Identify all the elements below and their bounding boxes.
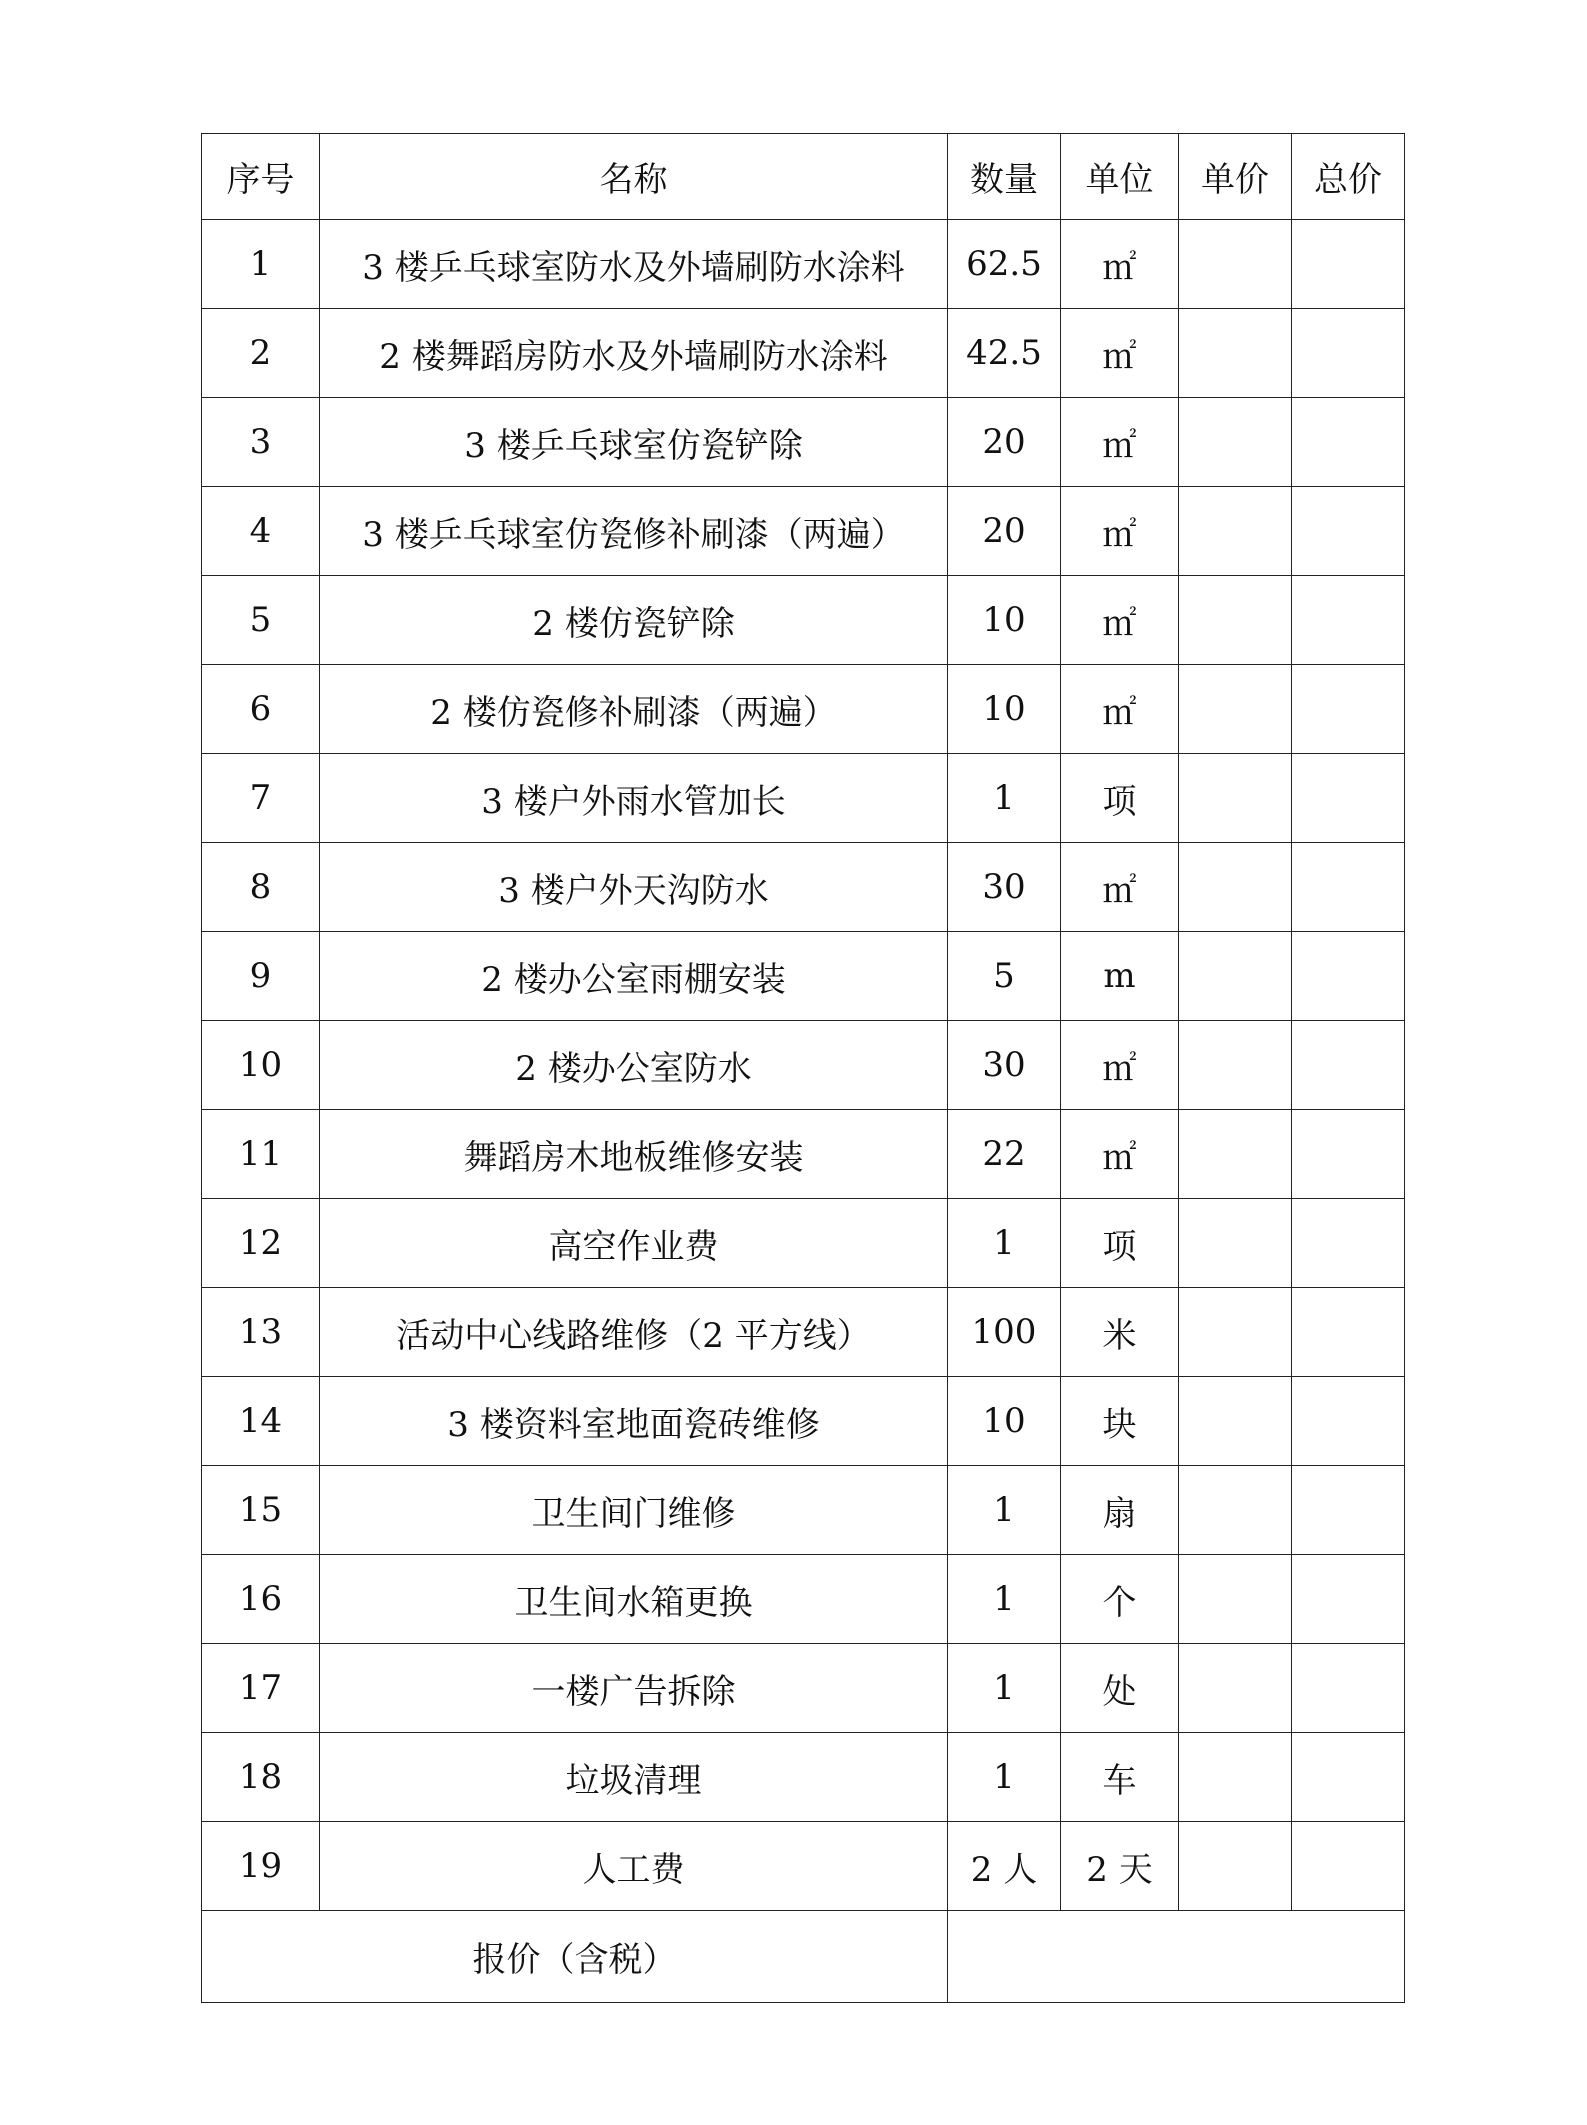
cell-name: 2 楼仿瓷修补刷漆（两遍）	[320, 665, 948, 754]
cell-unit-price	[1179, 1555, 1292, 1644]
table-row	[202, 1555, 1405, 1644]
cell-unit: ㎡	[1061, 398, 1179, 487]
cell-total-price	[1292, 1288, 1405, 1377]
cell-total-price	[1292, 1822, 1405, 1911]
cell-unit-price	[1179, 1110, 1292, 1199]
cell-qty: 20	[948, 398, 1061, 487]
cell-no: 6	[202, 665, 320, 754]
cell-total-price	[1292, 1021, 1405, 1110]
cell-unit-price	[1179, 1466, 1292, 1555]
cell-no: 19	[202, 1822, 320, 1911]
cell-qty: 1	[948, 1555, 1061, 1644]
table-row	[202, 1644, 1405, 1733]
cell-unit: ㎡	[1061, 576, 1179, 665]
cell-no: 17	[202, 1644, 320, 1733]
cell-qty: 5	[948, 932, 1061, 1021]
cell-unit-price	[1179, 1377, 1292, 1466]
cell-no: 3	[202, 398, 320, 487]
cell-unit: m	[1061, 932, 1179, 1021]
cell-name: 3 楼户外天沟防水	[320, 843, 948, 932]
cell-total-price	[1292, 665, 1405, 754]
table-row	[202, 1377, 1405, 1466]
cell-unit-price	[1179, 220, 1292, 309]
cell-unit-price	[1179, 576, 1292, 665]
table-row	[202, 398, 1405, 487]
cell-total-price	[1292, 1110, 1405, 1199]
cell-unit: ㎡	[1061, 220, 1179, 309]
cell-no: 2	[202, 309, 320, 398]
cell-total-price	[1292, 220, 1405, 309]
quote-total-label: 报价（含税）	[202, 1911, 948, 2003]
quote-total-row	[202, 1911, 1405, 2003]
cell-qty: 30	[948, 843, 1061, 932]
cell-qty: 1	[948, 1199, 1061, 1288]
header-no: 序号	[202, 134, 320, 220]
cell-qty: 42.5	[948, 309, 1061, 398]
cell-unit-price	[1179, 1822, 1292, 1911]
header-qty: 数量	[948, 134, 1061, 220]
cell-total-price	[1292, 1377, 1405, 1466]
cell-qty: 1	[948, 1733, 1061, 1822]
cell-no: 7	[202, 754, 320, 843]
cell-unit: ㎡	[1061, 309, 1179, 398]
cell-no: 12	[202, 1199, 320, 1288]
table-row	[202, 843, 1405, 932]
cell-no: 1	[202, 220, 320, 309]
table-row	[202, 487, 1405, 576]
header-unit-price: 单价	[1179, 134, 1292, 220]
cell-name: 3 楼乒乓球室防水及外墙刷防水涂料	[320, 220, 948, 309]
cell-name: 3 楼户外雨水管加长	[320, 754, 948, 843]
cell-total-price	[1292, 754, 1405, 843]
table-row	[202, 665, 1405, 754]
table-row	[202, 1199, 1405, 1288]
cell-name: 2 楼仿瓷铲除	[320, 576, 948, 665]
cell-no: 16	[202, 1555, 320, 1644]
cell-name: 一楼广告拆除	[320, 1644, 948, 1733]
table-row	[202, 1466, 1405, 1555]
cell-no: 15	[202, 1466, 320, 1555]
table-row	[202, 1733, 1405, 1822]
cell-qty: 20	[948, 487, 1061, 576]
cell-qty: 1	[948, 1644, 1061, 1733]
cell-unit-price	[1179, 1021, 1292, 1110]
cell-total-price	[1292, 1466, 1405, 1555]
cell-name: 卫生间门维修	[320, 1466, 948, 1555]
cell-unit: 项	[1061, 754, 1179, 843]
cell-unit-price	[1179, 754, 1292, 843]
cell-name: 2 楼舞蹈房防水及外墙刷防水涂料	[320, 309, 948, 398]
cell-total-price	[1292, 309, 1405, 398]
cell-total-price	[1292, 1555, 1405, 1644]
cell-qty: 1	[948, 1466, 1061, 1555]
cell-unit-price	[1179, 309, 1292, 398]
cell-no: 13	[202, 1288, 320, 1377]
cell-total-price	[1292, 932, 1405, 1021]
table-row	[202, 932, 1405, 1021]
cell-no: 8	[202, 843, 320, 932]
table-row	[202, 1110, 1405, 1199]
table-row	[202, 754, 1405, 843]
cell-unit: 车	[1061, 1733, 1179, 1822]
cell-total-price	[1292, 843, 1405, 932]
cell-no: 5	[202, 576, 320, 665]
cell-qty: 62.5	[948, 220, 1061, 309]
table-row	[202, 220, 1405, 309]
cell-name: 活动中心线路维修（2 平方线）	[320, 1288, 948, 1377]
cell-name: 人工费	[320, 1822, 948, 1911]
cell-qty: 2 人	[948, 1822, 1061, 1911]
table-row	[202, 576, 1405, 665]
cell-name: 卫生间水箱更换	[320, 1555, 948, 1644]
cell-qty: 10	[948, 1377, 1061, 1466]
cell-unit: ㎡	[1061, 665, 1179, 754]
cell-qty: 1	[948, 754, 1061, 843]
cell-name: 2 楼办公室防水	[320, 1021, 948, 1110]
cell-name: 3 楼乒乓球室仿瓷铲除	[320, 398, 948, 487]
table-row	[202, 1021, 1405, 1110]
cell-no: 14	[202, 1377, 320, 1466]
cell-unit: ㎡	[1061, 1110, 1179, 1199]
cell-unit: ㎡	[1061, 487, 1179, 576]
cell-unit: 块	[1061, 1377, 1179, 1466]
cell-unit: 个	[1061, 1555, 1179, 1644]
cell-unit-price	[1179, 932, 1292, 1021]
cell-qty: 30	[948, 1021, 1061, 1110]
cell-name: 高空作业费	[320, 1199, 948, 1288]
cell-unit-price	[1179, 1288, 1292, 1377]
cell-unit: ㎡	[1061, 843, 1179, 932]
cell-name: 舞蹈房木地板维修安装	[320, 1110, 948, 1199]
quote-total-value	[948, 1911, 1405, 2003]
cell-unit-price	[1179, 843, 1292, 932]
cell-qty: 10	[948, 665, 1061, 754]
cell-name: 3 楼资料室地面瓷砖维修	[320, 1377, 948, 1466]
cell-unit-price	[1179, 487, 1292, 576]
cell-unit: 2 天	[1061, 1822, 1179, 1911]
cell-no: 10	[202, 1021, 320, 1110]
quote-table	[201, 133, 1405, 2003]
cell-unit: 米	[1061, 1288, 1179, 1377]
header-name: 名称	[320, 134, 948, 220]
cell-total-price	[1292, 487, 1405, 576]
cell-total-price	[1292, 1644, 1405, 1733]
header-unit: 单位	[1061, 134, 1179, 220]
cell-qty: 22	[948, 1110, 1061, 1199]
cell-unit-price	[1179, 398, 1292, 487]
cell-no: 18	[202, 1733, 320, 1822]
cell-name: 2 楼办公室雨棚安装	[320, 932, 948, 1021]
cell-no: 11	[202, 1110, 320, 1199]
cell-unit-price	[1179, 1733, 1292, 1822]
cell-unit-price	[1179, 1644, 1292, 1733]
cell-qty: 10	[948, 576, 1061, 665]
cell-qty: 100	[948, 1288, 1061, 1377]
table-row	[202, 309, 1405, 398]
cell-no: 9	[202, 932, 320, 1021]
cell-total-price	[1292, 398, 1405, 487]
table-header-row	[202, 134, 1405, 220]
cell-name: 3 楼乒乓球室仿瓷修补刷漆（两遍）	[320, 487, 948, 576]
cell-unit: 项	[1061, 1199, 1179, 1288]
table-body	[202, 134, 1405, 2003]
cell-no: 4	[202, 487, 320, 576]
cell-total-price	[1292, 1199, 1405, 1288]
cell-unit-price	[1179, 665, 1292, 754]
cell-total-price	[1292, 1733, 1405, 1822]
table-row	[202, 1288, 1405, 1377]
cell-unit-price	[1179, 1199, 1292, 1288]
cell-unit: 处	[1061, 1644, 1179, 1733]
cell-unit: ㎡	[1061, 1021, 1179, 1110]
header-total-price: 总价	[1292, 134, 1405, 220]
cell-total-price	[1292, 576, 1405, 665]
cell-name: 垃圾清理	[320, 1733, 948, 1822]
cell-unit: 扇	[1061, 1466, 1179, 1555]
table-row	[202, 1822, 1405, 1911]
